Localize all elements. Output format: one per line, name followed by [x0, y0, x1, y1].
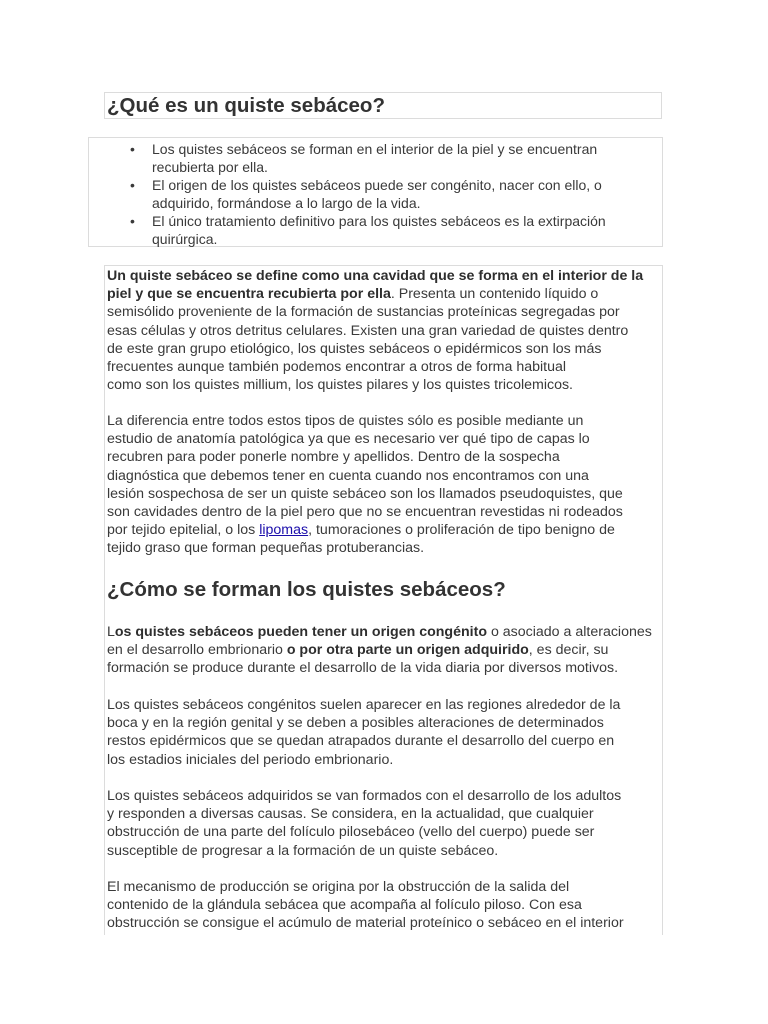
paragraph-acquired: Los quistes sebáceos adquiridos se van formados con el desarrollo de los adultos y responden a diversas causas. Se considera, en la actualidad, que cualquier obstrucción de una parte del folículo pilosebáceo (vello del cuerpo) puede ser susceptible de progresar a la formación de un quiste sebáceo.	[107, 788, 622, 859]
differential-text-end: , tumoraciones o proliferación de tipo benigno de tejido graso que forman pequeñas protuberancias.	[107, 522, 615, 557]
origin-lead: L	[107, 624, 115, 640]
list-item-text: El único tratamiento definitivo para los quistes sebáceos es la extirpación quirúrgica.	[152, 213, 606, 247]
list-item	[89, 140, 662, 176]
paragraph-differential	[107, 412, 623, 558]
list-item	[89, 212, 662, 248]
list-item	[89, 176, 662, 212]
paragraph-origin	[107, 623, 652, 678]
origin-bold-2: o por otra parte un origen adquirido	[286, 642, 529, 659]
definition-text: . Presenta un contenido líquido o semisólido proveniente de la formación de sustancias proteínicas segregadas por esas células y otros detritus celulares. Existen una gran variedad de quistes dentro de este gran grupo etiológico, los quistes sebáceos o epidérmicos son los más frecuentes aunque también podemos encontrar a otros de forma habitual como son los quistes millium, los quistes pilares y los quistes tricolemicos.	[107, 286, 629, 394]
bullet-icon: •	[130, 213, 135, 229]
list-item-text: El origen de los quistes sebáceos puede ser congénito, nacer con ello, o adquirido, formándose a lo largo de la vida.	[152, 177, 602, 211]
bullet-icon: •	[130, 141, 135, 157]
section-heading: ¿Cómo se forman los quistes sebáceos?	[107, 578, 506, 601]
paragraph-definition	[107, 267, 643, 394]
paragraph-congenital: Los quistes sebáceos congénitos suelen aparecer en las regiones alrededor de la boca y en la región genital y se deben a posibles alteraciones de determinados restos epidérmicos que se quedan atrapados durante el desarrollo del cuerpo en los estadios iniciales del periodo embrionario.	[107, 697, 621, 768]
bullet-icon: •	[130, 177, 135, 193]
title-box	[104, 92, 662, 119]
summary-list	[89, 140, 662, 248]
origin-rest: , es decir, su formación se produce durante el desarrollo de la vida diaria por diversos motivos.	[107, 642, 619, 677]
definition-bold: Un quiste sebáceo se define como una cavidad que se forma en el interior de la piel y que se encuentra recubierta por ella	[107, 268, 644, 303]
summary-box	[88, 137, 663, 247]
paragraph-mechanism: El mecanismo de producción se origina por la obstrucción de la salida del contenido de la glándula sebácea que acompaña al folículo piloso. Con esa obstrucción se consigue el acúmulo de material proteínico o sebáceo en el interior	[107, 879, 624, 932]
origin-bold-1: os quistes sebáceos pueden tener un origen congénito	[114, 624, 487, 640]
origin-mid: o asociado a alteraciones en el desarrollo embrionario	[107, 624, 652, 659]
article-body	[104, 265, 663, 935]
differential-text: La diferencia entre todos estos tipos de quistes sólo es posible mediante un estudio de anatomía patológica ya que es necesario ver qué tipo de capas lo recubren para poder ponerle nombre y apellidos. Dentro de la sospecha diagnóstica que debemos tener en cuenta cuando nos encontramos con una lesión sospechosa de ser un quiste sebáceo son los llamados pseudoquistes, que son cavidades dentro de la piel pero que no se encuentran revestidas ni rodeados por tejido epitelial, o los	[107, 413, 623, 539]
page-title: ¿Qué es un quiste sebáceo?	[107, 94, 385, 117]
lipomas-link[interactable]: lipomas	[259, 522, 309, 539]
list-item-text: Los quistes sebáceos se forman en el interior de la piel y se encuentran recubierta por ella.	[152, 141, 598, 175]
